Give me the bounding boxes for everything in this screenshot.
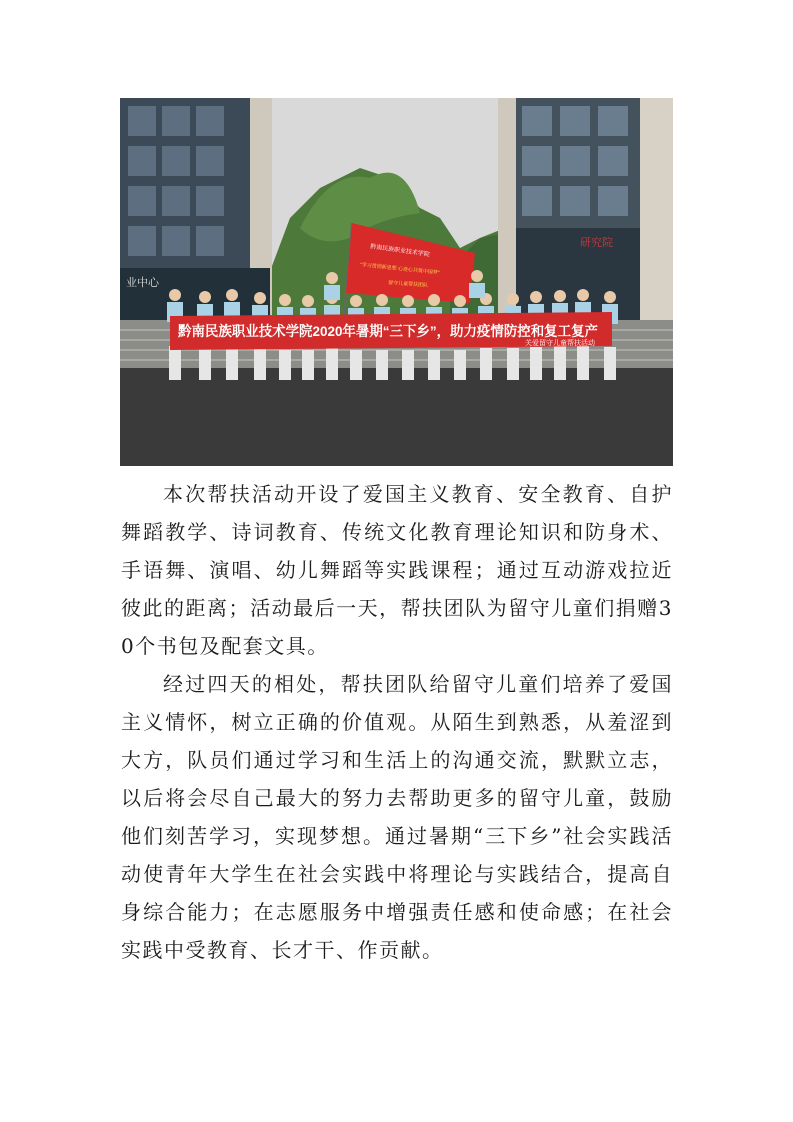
photo-ground (120, 368, 673, 466)
banner-text: 黔南民族职业技术学院2020年暑期“三下乡”，助力疫情防控和复工复产 (178, 323, 616, 339)
banner-subtext: 关爱留守儿童帮扶活动 (525, 340, 595, 347)
paragraph-1: 本次帮扶活动开设了爱国主义教育、安全教育、自护舞蹈教学、诗词教育、传统文化教育理论知识和防身术、手语舞、演唱、幼儿舞蹈等实践课程；通过互动游戏拉近彼此的距离；活动最后一天，帮扶团队为留守儿童们捐赠30个书包及配套文具。 (121, 482, 673, 658)
photo-right-windows (522, 106, 628, 216)
flag-line-1: 黔南民族职业技术学院 (369, 244, 430, 259)
photo-right-building-edge (640, 98, 673, 328)
flag-line-3: 留守儿童帮扶团队 (387, 280, 429, 289)
left-building-sign: 业中心 (126, 277, 159, 289)
right-building-sign: 研究院 (580, 237, 613, 249)
group-photo-illustration (120, 98, 673, 466)
flag-line-2: “学习贯彻新思想 心连心共筑中国梦” (359, 262, 440, 277)
article-body (121, 475, 673, 969)
paragraph-2: 经过四天的相处，帮扶团队给留守儿童们培养了爱国主义情怀，树立正确的价值观。从陌生到熟悉，从羞涩到大方，队员们通过学习和生活上的沟通交流，默默立志，以后将会尽自己最大的努力去帮助更多的留守儿童，鼓励他们刻苦学习，实现梦想。通过暑期“三下乡”社会实践活动使青年大学生在社会实践中将理论与实践结合，提高自身综合能力；在志愿服务中增强责任感和使命感；在社会实践中受教育、长才干、作贡献。 (121, 672, 673, 962)
group-photo (120, 98, 673, 466)
